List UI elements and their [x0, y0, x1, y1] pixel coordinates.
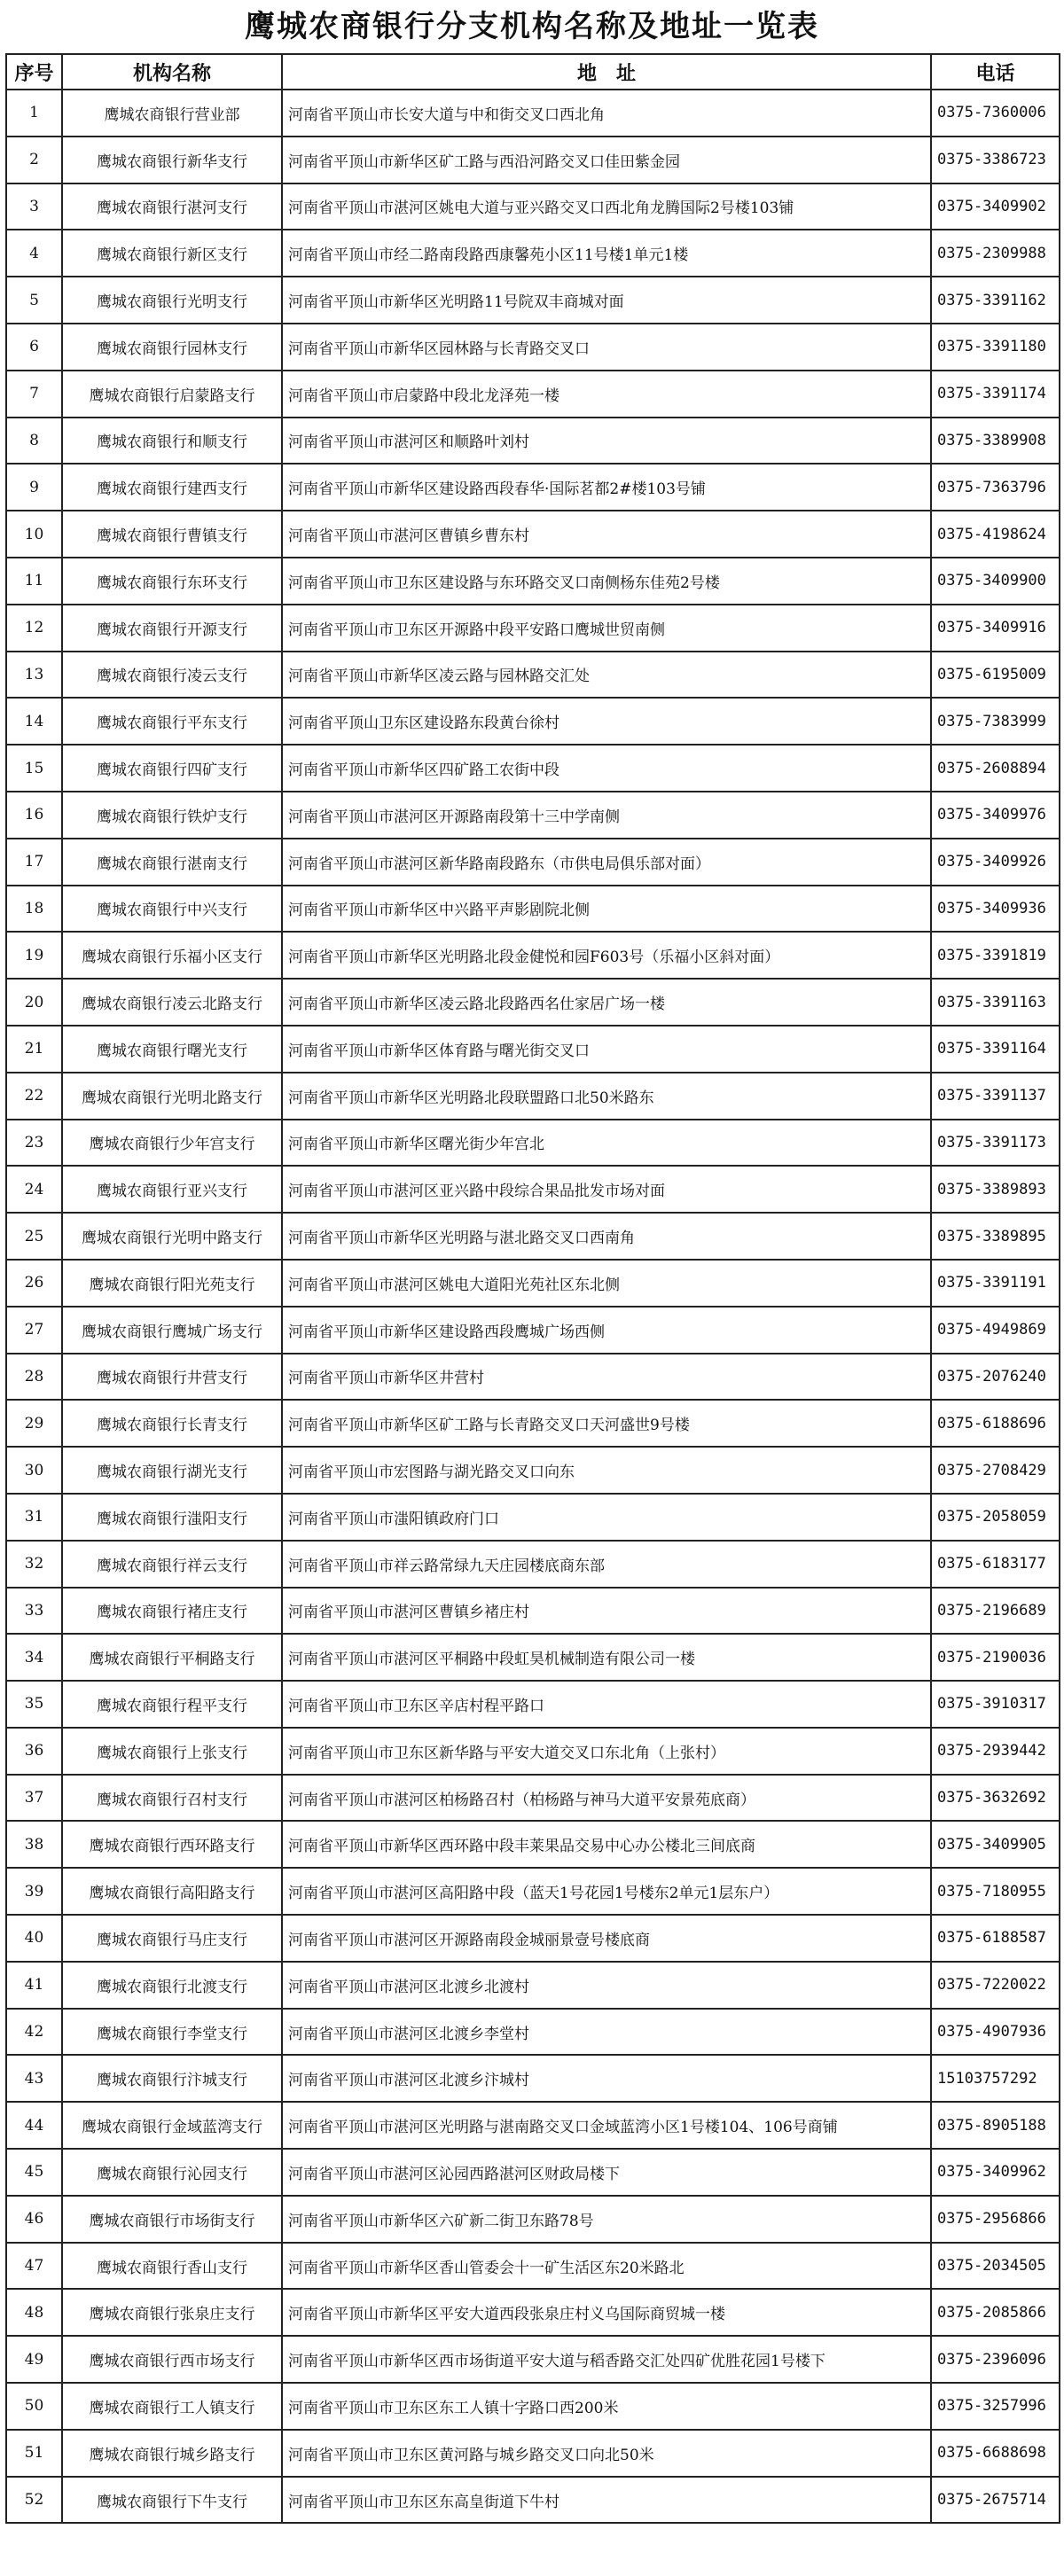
row-number: 7: [6, 371, 62, 418]
column-header-no: 序号: [6, 54, 62, 90]
row-number: 31: [6, 1494, 62, 1541]
branch-name: 鹰城农商银行铁炉支行: [62, 792, 282, 839]
branch-name: 鹰城农商银行乐福小区支行: [62, 932, 282, 979]
row-number: 50: [6, 2383, 62, 2430]
table-row: [6, 324, 1060, 371]
branch-name: 鹰城农商银行开源支行: [62, 605, 282, 652]
branch-phone: 0375-4198624: [931, 511, 1060, 558]
branch-name: 鹰城农商银行金域蓝湾支行: [62, 2102, 282, 2149]
branch-address: 河南省平顶山市经二路南段路西康馨苑小区11号楼1单元1楼: [282, 230, 931, 277]
table-row: [6, 652, 1060, 699]
row-number: 16: [6, 792, 62, 839]
branch-address: 河南省平顶山市卫东区黄河路与城乡路交叉口向北50米: [282, 2430, 931, 2477]
branch-address: 河南省平顶山市新华区西市场街道平安大道与稻香路交汇处四矿优胜花园1号楼下: [282, 2336, 931, 2383]
branch-name: 鹰城农商银行平东支行: [62, 698, 282, 745]
table-row: [6, 2477, 1060, 2524]
row-number: 30: [6, 1447, 62, 1494]
table-row: [6, 1494, 1060, 1541]
table-row: [6, 230, 1060, 277]
branch-phone: 0375-3409926: [931, 839, 1060, 886]
branch-phone: 0375-6188587: [931, 1915, 1060, 1962]
branch-address: 河南省平顶山市湛河区北渡乡李堂村: [282, 2009, 931, 2056]
branch-name: 鹰城农商银行城乡路支行: [62, 2430, 282, 2477]
table-row: [6, 183, 1060, 230]
row-number: 41: [6, 1962, 62, 2009]
branch-address: 河南省平顶山市新华区西环路中段丰莱果品交易中心办公楼北三间底商: [282, 1821, 931, 1868]
branch-phone: 0375-3409905: [931, 1821, 1060, 1868]
branch-phone: 0375-2608894: [931, 745, 1060, 792]
row-number: 39: [6, 1868, 62, 1915]
table-row: [6, 2102, 1060, 2149]
row-number: 40: [6, 1915, 62, 1962]
branch-phone: 0375-7363796: [931, 464, 1060, 511]
table-row: [6, 745, 1060, 792]
table-row: [6, 1073, 1060, 1120]
branch-name: 鹰城农商银行湖光支行: [62, 1447, 282, 1494]
branch-name: 鹰城农商银行马庄支行: [62, 1915, 282, 1962]
branch-address: 河南省平顶山市湛河区柏杨路召村（柏杨路与神马大道平安景苑底商）: [282, 1775, 931, 1822]
branch-name: 鹰城农商银行湛南支行: [62, 839, 282, 886]
branch-phone: 0375-2034505: [931, 2243, 1060, 2290]
row-number: 23: [6, 1120, 62, 1167]
table-row: [6, 2430, 1060, 2477]
branch-name: 鹰城农商银行平桐路支行: [62, 1634, 282, 1681]
table-row: [6, 1868, 1060, 1915]
table-row: [6, 2383, 1060, 2430]
branch-address: 河南省平顶山市湛河区北渡乡汴城村: [282, 2055, 931, 2102]
table-row: [6, 1307, 1060, 1354]
table-row: [6, 2243, 1060, 2290]
table-row: [6, 1541, 1060, 1588]
row-number: 21: [6, 1026, 62, 1073]
branch-name: 鹰城农商银行新区支行: [62, 230, 282, 277]
branch-phone: 0375-3391163: [931, 979, 1060, 1026]
table-row: [6, 1026, 1060, 1073]
column-header-name: 机构名称: [62, 54, 282, 90]
branch-phone: 0375-2956866: [931, 2196, 1060, 2243]
branch-name: 鹰城农商银行和顺支行: [62, 418, 282, 464]
branch-phone: 0375-3389893: [931, 1166, 1060, 1213]
branch-name: 鹰城农商银行光明北路支行: [62, 1073, 282, 1120]
branch-name: 鹰城农商银行光明支行: [62, 277, 282, 324]
branch-address: 河南省平顶山市滍阳镇政府门口: [282, 1494, 931, 1541]
table-row: [6, 1260, 1060, 1307]
branch-address: 河南省平顶山卫东区建设路东段黄台徐村: [282, 698, 931, 745]
branch-name: 鹰城农商银行营业部: [62, 90, 282, 137]
branch-phone: 0375-2675714: [931, 2477, 1060, 2524]
branch-address: 河南省平顶山市新华区建设路西段鹰城广场西侧: [282, 1307, 931, 1354]
table-row: [6, 792, 1060, 839]
branch-phone: 0375-7360006: [931, 90, 1060, 137]
row-number: 48: [6, 2289, 62, 2336]
row-number: 42: [6, 2009, 62, 2056]
branch-address: 河南省平顶山市新华区矿工路与西沿河路交叉口佳田紫金园: [282, 137, 931, 183]
branch-name: 鹰城农商银行程平支行: [62, 1681, 282, 1728]
branch-address: 河南省平顶山市新华区体育路与曙光街交叉口: [282, 1026, 931, 1073]
row-number: 38: [6, 1821, 62, 1868]
row-number: 29: [6, 1400, 62, 1447]
branch-phone: 0375-3391162: [931, 277, 1060, 324]
branch-address: 河南省平顶山市湛河区高阳路中段（蓝天1号花园1号楼东2单元1层东户）: [282, 1868, 931, 1915]
row-number: 24: [6, 1166, 62, 1213]
table-row: [6, 1447, 1060, 1494]
branch-phone: 0375-3409976: [931, 792, 1060, 839]
header-row: [6, 54, 1060, 90]
row-number: 4: [6, 230, 62, 277]
row-number: 11: [6, 558, 62, 605]
table-row: [6, 511, 1060, 558]
branch-address: 河南省平顶山市新华区平安大道西段张泉庄村义乌国际商贸城一楼: [282, 2289, 931, 2336]
branch-address: 河南省平顶山市新华区光明路北段金健悦和园F603号（乐福小区斜对面）: [282, 932, 931, 979]
row-number: 8: [6, 418, 62, 464]
branch-phone: 0375-2396096: [931, 2336, 1060, 2383]
table-row: [6, 605, 1060, 652]
table-row: [6, 1588, 1060, 1635]
branch-name: 鹰城农商银行光明中路支行: [62, 1213, 282, 1260]
row-number: 47: [6, 2243, 62, 2290]
branch-phone: 0375-3391180: [931, 324, 1060, 371]
row-number: 33: [6, 1588, 62, 1635]
branch-phone: 0375-2058059: [931, 1494, 1060, 1541]
branch-phone: 0375-6688698: [931, 2430, 1060, 2477]
table-row: [6, 1400, 1060, 1447]
branch-phone: 0375-3632692: [931, 1775, 1060, 1822]
branch-phone: 0375-3391819: [931, 932, 1060, 979]
branch-address: 河南省平顶山市湛河区曹镇乡褚庄村: [282, 1588, 931, 1635]
table-row: [6, 2336, 1060, 2383]
branch-phone: 0375-3391191: [931, 1260, 1060, 1307]
branch-phone: 0375-6183177: [931, 1541, 1060, 1588]
branch-address: 河南省平顶山市新华区曙光街少年宫北: [282, 1120, 931, 1167]
branch-phone: 0375-4907936: [931, 2009, 1060, 2056]
table-header: [6, 54, 1060, 90]
row-number: 51: [6, 2430, 62, 2477]
branch-phone: 0375-3910317: [931, 1681, 1060, 1728]
row-number: 45: [6, 2149, 62, 2196]
branch-address: 河南省平顶山市新华区光明路与湛北路交叉口西南角: [282, 1213, 931, 1260]
table-row: [6, 2009, 1060, 2056]
table-row: [6, 1354, 1060, 1401]
table-row: [6, 1120, 1060, 1167]
table-row: [6, 1634, 1060, 1681]
branch-address: 河南省平顶山市卫东区东高皇街道下牛村: [282, 2477, 931, 2524]
branch-name: 鹰城农商银行长青支行: [62, 1400, 282, 1447]
branch-name: 鹰城农商银行曹镇支行: [62, 511, 282, 558]
branch-address: 河南省平顶山市新华区井营村: [282, 1354, 931, 1401]
row-number: 20: [6, 979, 62, 1026]
branch-address: 河南省平顶山市湛河区开源路南段金城丽景壹号楼底商: [282, 1915, 931, 1962]
row-number: 10: [6, 511, 62, 558]
table-row: [6, 2055, 1060, 2102]
branch-phone: 0375-3409936: [931, 886, 1060, 933]
table-row: [6, 277, 1060, 324]
branch-name: 鹰城农商银行曙光支行: [62, 1026, 282, 1073]
table-row: [6, 1915, 1060, 1962]
branch-phone: 0375-7383999: [931, 698, 1060, 745]
branch-name: 鹰城农商银行湛河支行: [62, 183, 282, 230]
row-number: 5: [6, 277, 62, 324]
branch-name: 鹰城农商银行祥云支行: [62, 1541, 282, 1588]
branch-name: 鹰城农商银行上张支行: [62, 1728, 282, 1775]
branch-phone: 0375-3409916: [931, 605, 1060, 652]
table-row: [6, 839, 1060, 886]
row-number: 9: [6, 464, 62, 511]
row-number: 46: [6, 2196, 62, 2243]
branch-name: 鹰城农商银行张泉庄支行: [62, 2289, 282, 2336]
branch-name: 鹰城农商银行汴城支行: [62, 2055, 282, 2102]
branch-phone: 0375-3389908: [931, 418, 1060, 464]
branch-name: 鹰城农商银行下牛支行: [62, 2477, 282, 2524]
branch-address: 河南省平顶山市长安大道与中和街交叉口西北角: [282, 90, 931, 137]
branch-address: 河南省平顶山市新华区六矿新二街卫东路78号: [282, 2196, 931, 2243]
branch-address: 河南省平顶山市卫东区新华路与平安大道交叉口东北角（上张村）: [282, 1728, 931, 1775]
branch-name: 鹰城农商银行阳光苑支行: [62, 1260, 282, 1307]
table-row: [6, 90, 1060, 137]
branch-name: 鹰城农商银行东环支行: [62, 558, 282, 605]
row-number: 25: [6, 1213, 62, 1260]
branch-name: 鹰城农商银行凌云支行: [62, 652, 282, 699]
branch-phone: 0375-4949869: [931, 1307, 1060, 1354]
branch-address: 河南省平顶山市湛河区开源路南段第十三中学南侧: [282, 792, 931, 839]
branch-phone: 0375-3386723: [931, 137, 1060, 183]
table-row: [6, 2196, 1060, 2243]
branch-name: 鹰城农商银行李堂支行: [62, 2009, 282, 2056]
branch-address: 河南省平顶山市卫东区开源路中段平安路口鹰城世贸南侧: [282, 605, 931, 652]
branch-address: 河南省平顶山市湛河区和顺路叶刘村: [282, 418, 931, 464]
table-row: [6, 1166, 1060, 1213]
branch-address: 河南省平顶山市启蒙路中段北龙泽苑一楼: [282, 371, 931, 418]
branch-phone: 0375-3391164: [931, 1026, 1060, 1073]
row-number: 6: [6, 324, 62, 371]
row-number: 12: [6, 605, 62, 652]
branch-phone: 0375-3391174: [931, 371, 1060, 418]
row-number: 37: [6, 1775, 62, 1822]
row-number: 32: [6, 1541, 62, 1588]
branch-name: 鹰城农商银行西环路支行: [62, 1821, 282, 1868]
branch-address: 河南省平顶山市湛河区曹镇乡曹东村: [282, 511, 931, 558]
branch-phone: 0375-2085866: [931, 2289, 1060, 2336]
branch-name: 鹰城农商银行高阳路支行: [62, 1868, 282, 1915]
branch-name: 鹰城农商银行滍阳支行: [62, 1494, 282, 1541]
branch-phone: 0375-3409900: [931, 558, 1060, 605]
branch-phone: 0375-3409962: [931, 2149, 1060, 2196]
branch-phone: 0375-6188696: [931, 1400, 1060, 1447]
branch-name: 鹰城农商银行北渡支行: [62, 1962, 282, 2009]
row-number: 19: [6, 932, 62, 979]
row-number: 44: [6, 2102, 62, 2149]
branch-address: 河南省平顶山市宏图路与湖光路交叉口向东: [282, 1447, 931, 1494]
table-row: [6, 1821, 1060, 1868]
row-number: 36: [6, 1728, 62, 1775]
branch-address: 河南省平顶山市湛河区沁园西路湛河区财政局楼下: [282, 2149, 931, 2196]
table-row: [6, 698, 1060, 745]
table-row: [6, 1775, 1060, 1822]
table-row: [6, 1681, 1060, 1728]
row-number: 43: [6, 2055, 62, 2102]
branch-name: 鹰城农商银行亚兴支行: [62, 1166, 282, 1213]
row-number: 22: [6, 1073, 62, 1120]
branch-phone: 0375-7180955: [931, 1868, 1060, 1915]
row-number: 49: [6, 2336, 62, 2383]
column-header-address: 地 址: [282, 54, 931, 90]
branch-name: 鹰城农商银行召村支行: [62, 1775, 282, 1822]
branch-address: 河南省平顶山市新华区园林路与长青路交叉口: [282, 324, 931, 371]
branch-name: 鹰城农商银行鹰城广场支行: [62, 1307, 282, 1354]
branch-address: 河南省平顶山市新华区光明路11号院双丰商城对面: [282, 277, 931, 324]
branch-phone: 0375-2309988: [931, 230, 1060, 277]
branch-name: 鹰城农商银行建西支行: [62, 464, 282, 511]
branch-address: 河南省平顶山市祥云路常绿九天庄园楼底商东部: [282, 1541, 931, 1588]
branch-address: 河南省平顶山市新华区建设路西段春华·国际茗都2#楼103号铺: [282, 464, 931, 511]
table-row: [6, 2149, 1060, 2196]
branch-name: 鹰城农商银行四矿支行: [62, 745, 282, 792]
row-number: 14: [6, 698, 62, 745]
branch-phone: 15103757292: [931, 2055, 1060, 2102]
branch-address: 河南省平顶山市湛河区北渡乡北渡村: [282, 1962, 931, 2009]
branch-phone: 0375-3409902: [931, 183, 1060, 230]
table-row: [6, 886, 1060, 933]
branch-name: 鹰城农商银行工人镇支行: [62, 2383, 282, 2430]
row-number: 13: [6, 652, 62, 699]
branch-phone: 0375-2190036: [931, 1634, 1060, 1681]
row-number: 35: [6, 1681, 62, 1728]
table-row: [6, 137, 1060, 183]
branch-phone: 0375-6195009: [931, 652, 1060, 699]
branch-phone: 0375-7220022: [931, 1962, 1060, 2009]
table-row: [6, 371, 1060, 418]
branch-phone: 0375-3391173: [931, 1120, 1060, 1167]
branch-address: 河南省平顶山市卫东区东工人镇十字路口西200米: [282, 2383, 931, 2430]
branch-address: 河南省平顶山市卫东区辛店村程平路口: [282, 1681, 931, 1728]
table-row: [6, 2289, 1060, 2336]
branch-name: 鹰城农商银行市场街支行: [62, 2196, 282, 2243]
page-title: 鹰城农商银行分支机构名称及地址一览表: [245, 9, 819, 44]
row-number: 34: [6, 1634, 62, 1681]
branch-address: 河南省平顶山市湛河区平桐路中段虹昊机械制造有限公司一楼: [282, 1634, 931, 1681]
branch-phone: 0375-2708429: [931, 1447, 1060, 1494]
branch-address: 河南省平顶山市湛河区姚电大道与亚兴路交叉口西北角龙腾国际2号楼103铺: [282, 183, 931, 230]
branch-address: 河南省平顶山市湛河区光明路与湛南路交叉口金域蓝湾小区1号楼104、106号商铺: [282, 2102, 931, 2149]
branch-address: 河南省平顶山市湛河区新华路南段路东（市供电局俱乐部对面）: [282, 839, 931, 886]
row-number: 18: [6, 886, 62, 933]
branch-address: 河南省平顶山市新华区中兴路平声影剧院北侧: [282, 886, 931, 933]
row-number: 1: [6, 90, 62, 137]
branch-name: 鹰城农商银行西市场支行: [62, 2336, 282, 2383]
branch-address: 河南省平顶山市新华区凌云路北段路西名仕家居广场一楼: [282, 979, 931, 1026]
branch-name: 鹰城农商银行少年宫支行: [62, 1120, 282, 1167]
branch-address: 河南省平顶山市湛河区姚电大道阳光苑社区东北侧: [282, 1260, 931, 1307]
branch-address: 河南省平顶山市湛河区亚兴路中段综合果品批发市场对面: [282, 1166, 931, 1213]
column-header-phone: 电话: [931, 54, 1060, 90]
table-row: [6, 558, 1060, 605]
table-row: [6, 1962, 1060, 2009]
branch-table: [5, 53, 1060, 2524]
row-number: 17: [6, 839, 62, 886]
branch-phone: 0375-3257996: [931, 2383, 1060, 2430]
branch-address: 河南省平顶山市新华区凌云路与园林路交汇处: [282, 652, 931, 699]
branch-phone: 0375-2076240: [931, 1354, 1060, 1401]
table-row: [6, 932, 1060, 979]
table-row: [6, 1213, 1060, 1260]
table-row: [6, 1728, 1060, 1775]
branch-address: 河南省平顶山市新华区光明路北段联盟路口北50米路东: [282, 1073, 931, 1120]
row-number: 3: [6, 183, 62, 230]
row-number: 52: [6, 2477, 62, 2524]
table-row: [6, 464, 1060, 511]
table-row: [6, 418, 1060, 464]
branch-phone: 0375-3389895: [931, 1213, 1060, 1260]
branch-phone: 0375-2939442: [931, 1728, 1060, 1775]
table-body: [6, 90, 1060, 2523]
row-number: 26: [6, 1260, 62, 1307]
branch-phone: 0375-2196689: [931, 1588, 1060, 1635]
branch-address: 河南省平顶山市新华区矿工路与长青路交叉口天河盛世9号楼: [282, 1400, 931, 1447]
branch-name: 鹰城农商银行新华支行: [62, 137, 282, 183]
branch-address: 河南省平顶山市卫东区建设路与东环路交叉口南侧杨东佳苑2号楼: [282, 558, 931, 605]
row-number: 15: [6, 745, 62, 792]
row-number: 28: [6, 1354, 62, 1401]
branch-name: 鹰城农商银行井营支行: [62, 1354, 282, 1401]
branch-name: 鹰城农商银行园林支行: [62, 324, 282, 371]
branch-name: 鹰城农商银行中兴支行: [62, 886, 282, 933]
branch-address: 河南省平顶山市新华区四矿路工农街中段: [282, 745, 931, 792]
branch-name: 鹰城农商银行启蒙路支行: [62, 371, 282, 418]
branch-name: 鹰城农商银行凌云北路支行: [62, 979, 282, 1026]
branch-phone: 0375-3391137: [931, 1073, 1060, 1120]
row-number: 2: [6, 137, 62, 183]
table-row: [6, 979, 1060, 1026]
branch-name: 鹰城农商银行香山支行: [62, 2243, 282, 2290]
row-number: 27: [6, 1307, 62, 1354]
branch-name: 鹰城农商银行沁园支行: [62, 2149, 282, 2196]
branch-phone: 0375-8905188: [931, 2102, 1060, 2149]
branch-name: 鹰城农商银行褚庄支行: [62, 1588, 282, 1635]
branch-address: 河南省平顶山市新华区香山管委会十一矿生活区东20米路北: [282, 2243, 931, 2290]
